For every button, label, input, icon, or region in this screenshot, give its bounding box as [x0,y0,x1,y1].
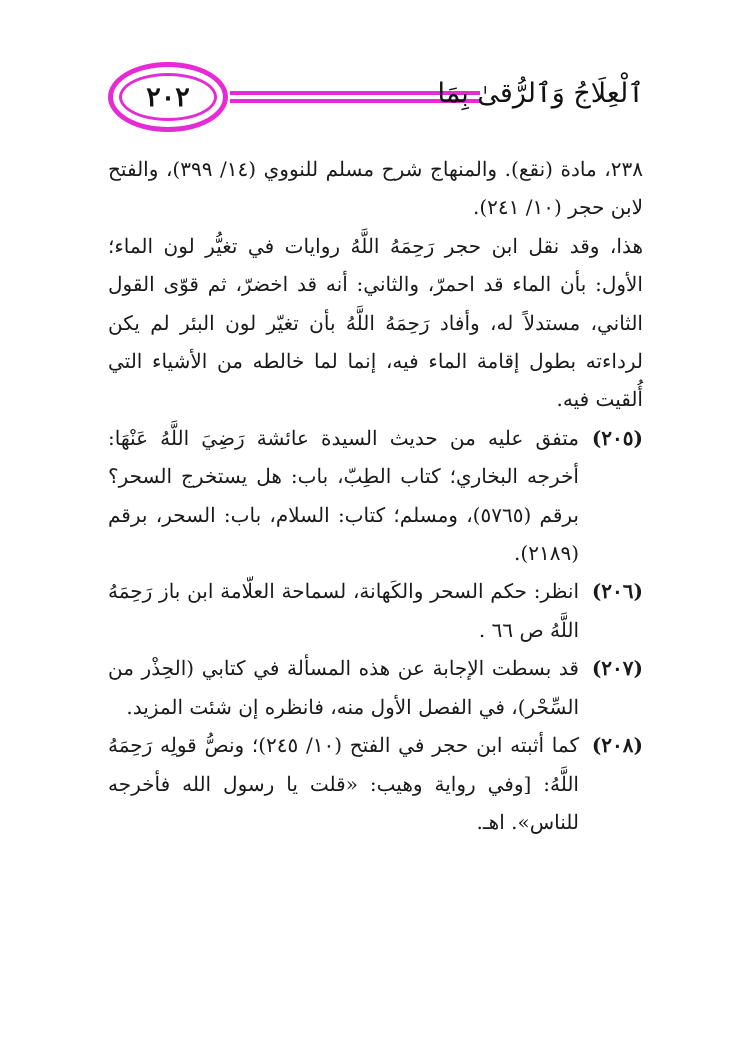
footnote-number: (٢٠٨) [591,733,643,758]
footnote-206 [108,572,643,649]
footnote-number: (٢٠٦) [591,579,643,604]
continuation-paragraph: هذا، وقد نقل ابن حجر رَحِمَهُ اللَّهُ روايات في تغيُّر لون الماء؛ الأول: بأن الماء قد احمرّ، والثاني: أنه قد اخضرّ، ثم قوّى القول الثاني، مستدلاً له، وأفاد رَحِمَهُ اللَّهُ بأن تغيّر لون البئر لم يكن لرداءته بطول إقامة الماء فيه، إنما لما خالطه من الأشياء التي أُلقيت فيه. [108,233,643,412]
continuation-paragraph: ٢٣٨، مادة (نقع). والمنهاج شرح مسلم للنووي (١٤/ ٣٩٩)، والفتح لابن حجر (١٠/ ٢٤١). [108,157,643,220]
page-number: ٢٠٢ [119,73,217,121]
page-body [108,150,643,841]
footnote-text: كما أثبته ابن حجر في الفتح (١٠/ ٢٤٥)؛ ونصُّ قولِه رَحِمَهُ اللَّهُ: [وفي رواية وهيب: «قلت يا رسول الله فأخرجه للناس». اهـ. [108,733,579,834]
footnote-text: متفق عليه من حديث السيدة عائشة رَضِيَ اللَّهُ عَنْهَا: أخرجه البخاري؛ كتاب الطِبّ، باب: هل يستخرج السحر؟ برقم (٥٧٦٥)، ومسلم؛ كتاب: السلام، باب: السحر، برقم (٢١٨٩). [108,425,579,566]
footnote-text: انظر: حكم السحر والكَهانة، لسماحة العلّامة ابن باز رَحِمَهُ اللَّهُ ص ٦٦ . [108,579,579,642]
footnote-208 [108,726,643,841]
page-number-badge [108,62,228,132]
running-title: ٱلْعِلَاجُ وَٱلرُّقىٰ بِمَا [437,78,644,109]
footnote-number: (٢٠٥) [591,425,643,450]
footnote-number: (٢٠٧) [591,656,643,681]
page-header [108,62,644,132]
footnote-205 [108,419,643,573]
footnote-207 [108,649,643,726]
footnote-text: قد بسطت الإجابة عن هذه المسألة في كتابي (الحِذْر من السِّحْر)، في الفصل الأول منه، فانظره إن شئت المزيد. [108,656,579,719]
